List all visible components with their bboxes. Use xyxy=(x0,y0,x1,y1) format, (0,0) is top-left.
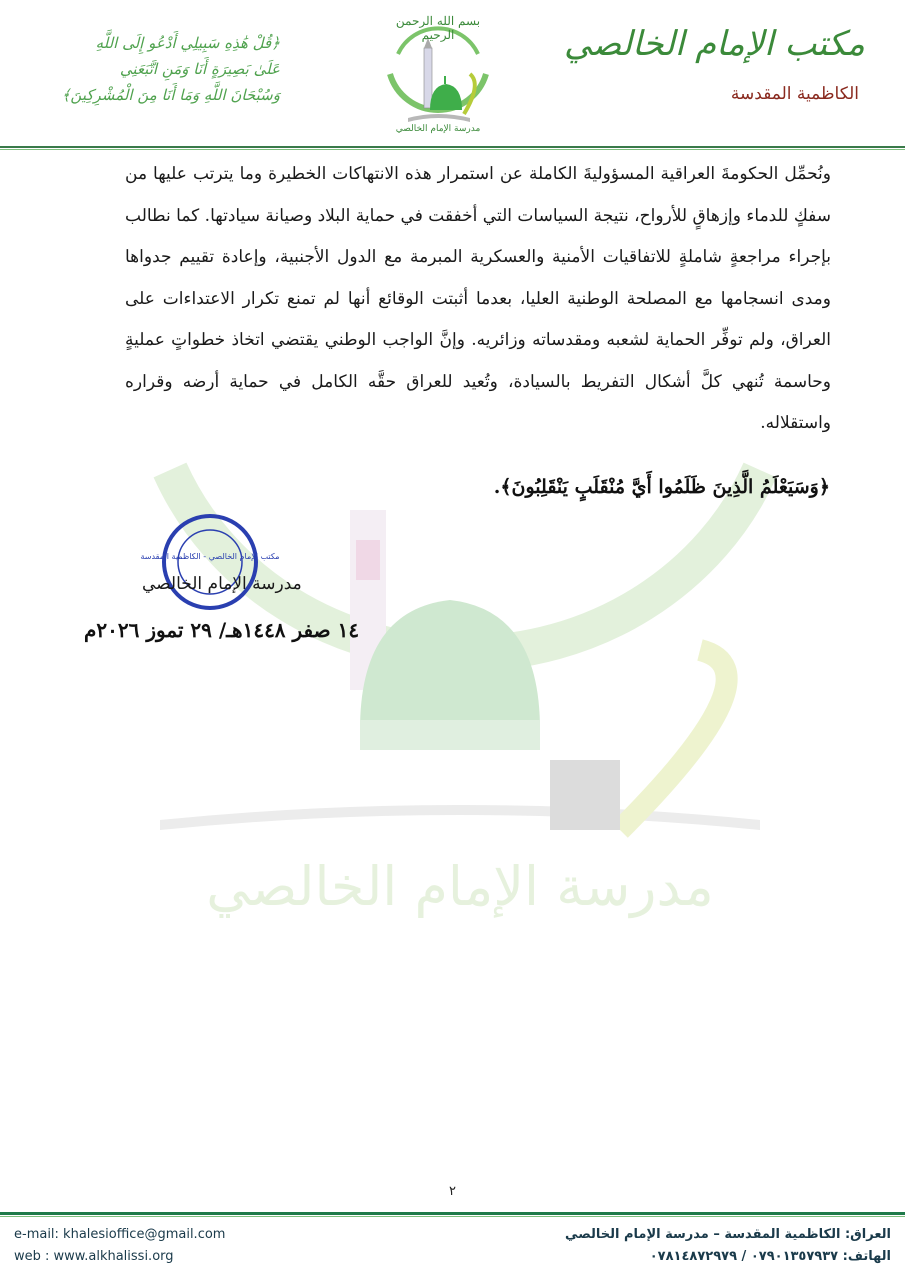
office-title: مكتب الإمام الخالصي xyxy=(563,24,865,64)
footer-email[interactable]: e-mail: khalesioffice@gmail.com xyxy=(14,1227,226,1242)
logo-caption: مدرسة الإمام الخالصي xyxy=(395,124,481,134)
footer-website[interactable]: web : www.alkhalissi.org xyxy=(14,1249,174,1264)
office-location: الكاظمية المقدسة xyxy=(730,84,859,104)
footer-address: العراق: الكاظمية المقدسة – مدرسة الإمام الخالصي xyxy=(565,1227,891,1242)
footer-divider xyxy=(0,1212,905,1215)
watermark-text: مدرسة الإمام الخالصي xyxy=(206,855,714,918)
letterhead xyxy=(0,0,905,148)
letter-date: ١٤ صفر ١٤٤٨هـ/ ٢٩ تموز ٢٠٢٦م xyxy=(84,618,360,642)
header-divider-thin xyxy=(0,149,905,150)
basmala: بسم الله الرحمن الرحيم xyxy=(395,14,481,42)
school-logo xyxy=(378,14,498,144)
signatory: مدرسة الإمام الخالصي xyxy=(142,574,302,594)
footer-divider-thin xyxy=(0,1216,905,1217)
stamp-text: مكتب الإمام الخالصي - الكاظمية المقدسة xyxy=(140,552,280,561)
header-verse-line: ﴿قُلْ هَٰذِهِ سَبِيلِي أَدْعُو إِلَى اللَّهِ xyxy=(95,34,280,52)
header-verse-line: عَلَىٰ بَصِيرَةٍ أَنَا وَمَنِ اتَّبَعَنِي xyxy=(119,60,280,78)
footer-address-block xyxy=(565,1224,891,1268)
letter-body xyxy=(125,154,831,445)
closing-verse: ﴿وَسَيَعْلَمُ الَّذِينَ ظَلَمُوا أَيَّ مُنْقَلَبٍ يَنْقَلِبُونَ﴾. xyxy=(493,476,830,498)
header-verse xyxy=(40,30,280,108)
page-number: ٢ xyxy=(449,1184,456,1199)
office-block xyxy=(564,22,865,104)
footer-phone: الهاتف: ٠٧٩٠١٣٥٧٩٣٧ / ٠٧٨١٤٨٧٢٩٧٩ xyxy=(649,1249,891,1264)
body-paragraph: ونُحمِّل الحكومةَ العراقية المسؤوليةَ الكاملة عن استمرار هذه الانتهاكات الخطيرة وما يترتب عليها من سفكٍ للدماء وإزهاقٍ للأرواح، نتيجة السياسات التي أخفقت في حماية البلاد وصيانة سيادتها. كما نطالب بإجراء مراجعةٍ شاملةٍ للاتفاقيات الأمنية والعسكرية المبرمة مع الدول الأجنبية، وإعادة تقييم جدواها ومدى انسجامها مع المصلحة الوطنية العليا، بعدما أثبتت الوقائع أنها لم تمنع تكرار الاعتداءات على العراق، ولم توفِّر الحماية لشعبه ومقدساته وزائريه. وإنَّ الواجب الوطني يقتضي اتخاذ خطواتٍ عمليةٍ وحاسمة تُنهي كلَّ أشكال التفريط بالسيادة، وتُعيد للعراق حقَّه الكامل في حماية أرضه وقراره واستقلاله. xyxy=(125,164,831,433)
footer-contact xyxy=(14,1224,225,1268)
header-verse-line: وَسُبْحَانَ اللَّهِ وَمَا أَنَا مِنَ الْمُشْرِكِينَ﴾ xyxy=(61,86,280,104)
official-stamp-icon xyxy=(140,512,280,612)
header-divider xyxy=(0,146,905,148)
